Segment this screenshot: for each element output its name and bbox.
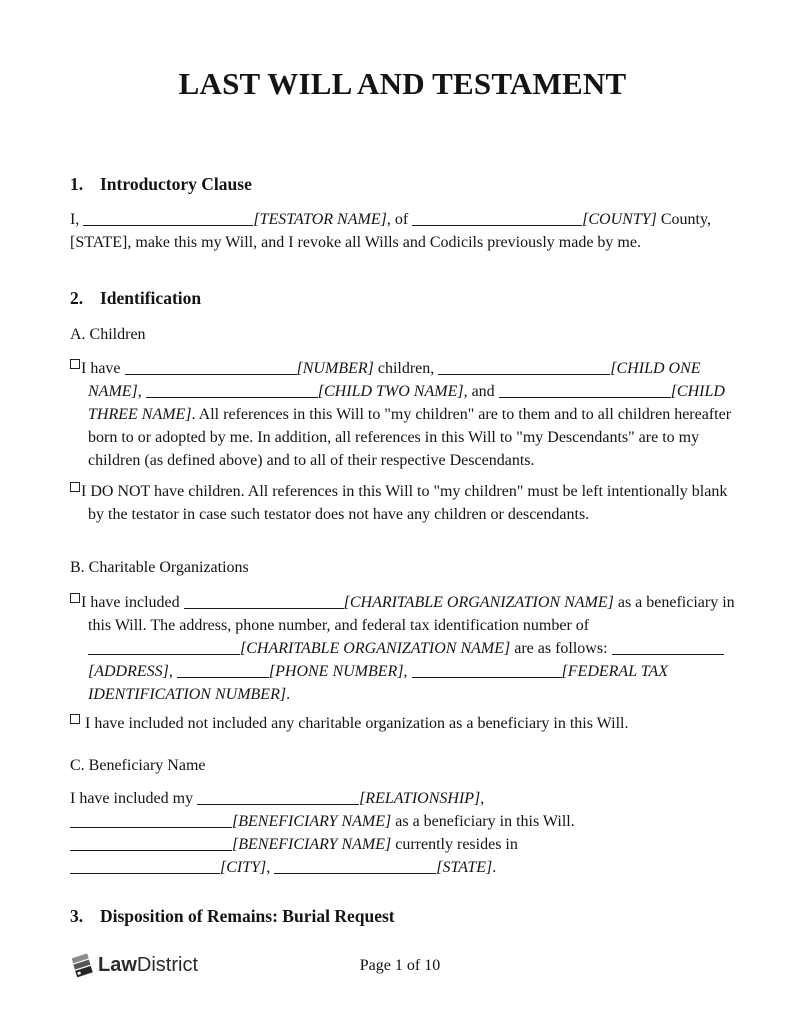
page-number-label: Page 1 of 10 [359, 957, 441, 974]
fill-in-blank-line [177, 665, 269, 678]
body-text: I, [70, 211, 84, 228]
checkbox-icon [70, 482, 80, 492]
fill-in-blank-line [125, 362, 297, 375]
heading-text: Identification [100, 288, 202, 308]
body-text: . All references in this Will to "my children" are to them and to all children hereafter born to or adopted by me. In addition, all references in this Will to "my Descendants" are to my children (as defined above) and to all of their respective Descendants. [88, 406, 732, 469]
fill-in-blank-line [412, 665, 562, 678]
body-text: , [137, 383, 146, 400]
placeholder-text: [BENEFICIARY NAME] [232, 836, 392, 853]
charitable-not-included-paragraph [70, 712, 735, 735]
placeholder-text: [FEDERAL TAX IDENTIFICATION NUMBER] [88, 663, 669, 703]
body-text: , of [386, 211, 413, 228]
body-text: are as follows: [510, 640, 612, 657]
placeholder-text: [CHILD THREE NAME] [88, 383, 725, 423]
body-text: as a beneficiary in this Will. The address, phone number, and federal tax identification number of [88, 594, 735, 634]
beneficiary-paragraph [70, 787, 735, 879]
body-text: I have included [81, 594, 184, 611]
body-text: , [266, 859, 275, 876]
logo-text-law: Law [98, 954, 137, 976]
placeholder-text: [STATE] [436, 859, 493, 876]
body-text: I have [81, 360, 125, 377]
fill-in-blank-line [612, 642, 724, 655]
placeholder-text: [RELATIONSHIP] [359, 790, 481, 807]
body-text: . [286, 686, 291, 703]
placeholder-text: [TESTATOR NAME] [253, 211, 387, 228]
placeholder-text: [PHONE NUMBER] [268, 663, 404, 680]
section-2-heading [70, 286, 735, 310]
intro-clause-paragraph [70, 208, 735, 254]
heading-text: Introductory Clause [100, 174, 252, 194]
logo-text-district: District [136, 954, 199, 976]
fill-in-blank-line [83, 213, 253, 226]
body-text: children, [373, 360, 439, 377]
subsection-b-label: B. Charitable Organizations [70, 559, 249, 576]
section-3-heading [70, 904, 735, 928]
heading-number: 1. [70, 174, 84, 194]
no-children-option-paragraph [70, 480, 735, 526]
placeholder-text: [ADDRESS] [88, 663, 169, 680]
document-title: LAST WILL AND TESTAMENT [178, 66, 627, 101]
fill-in-blank-line [412, 213, 582, 226]
body-text: currently resides in [391, 836, 518, 853]
body-text: . [492, 859, 497, 876]
page-footer [70, 950, 735, 984]
children-option-paragraph [70, 357, 735, 472]
body-text: , [480, 790, 485, 807]
heading-text: Disposition of Remains: Burial Request [100, 906, 395, 926]
placeholder-text: [COUNTY] [582, 211, 657, 228]
subsection-a-label: A. Children [70, 326, 146, 343]
body-text: , [168, 663, 177, 680]
fill-in-blank-line [88, 642, 240, 655]
checkbox-icon [70, 593, 80, 603]
placeholder-text: [CHARITABLE ORGANIZATION NAME] [343, 594, 614, 611]
fill-in-blank-line [70, 838, 232, 851]
heading-number: 2. [70, 288, 84, 308]
body-text: I DO NOT have children. All references in this Will to "my children" must be left intentionally blank by the testator in case such testator does not have any children or descendants. [81, 483, 728, 523]
fill-in-blank-line [184, 596, 344, 609]
placeholder-text: [BENEFICIARY NAME] [232, 813, 392, 830]
placeholder-text: [CHARITABLE ORGANIZATION NAME] [240, 640, 511, 657]
heading-number: 3. [70, 906, 84, 926]
body-text: County, [STATE], make this my Will, and I revoke all Wills and Codicils previously made by me. [70, 211, 711, 251]
placeholder-text: [NUMBER] [296, 360, 374, 377]
fill-in-blank-line [197, 792, 359, 805]
placeholder-text: [CHILD ONE NAME] [88, 360, 701, 400]
body-text: as a beneficiary in this Will. [391, 813, 575, 830]
body-text: , [403, 663, 412, 680]
fill-in-blank-line [499, 385, 671, 398]
document-body [70, 172, 735, 928]
fill-in-blank-line [70, 861, 220, 874]
fill-in-blank-line [146, 385, 318, 398]
section-1-heading [70, 172, 735, 196]
fill-in-blank-line [274, 861, 436, 874]
body-text: I have included not included any charitable organization as a beneficiary in this Will. [81, 715, 629, 732]
fill-in-blank-line [70, 815, 232, 828]
body-text: , and [463, 383, 499, 400]
checkbox-icon [70, 359, 80, 369]
body-text: I have included my [70, 790, 198, 807]
subsection-c-label: C. Beneficiary Name [70, 757, 206, 774]
checkbox-icon [70, 714, 80, 724]
charitable-included-paragraph [70, 591, 735, 706]
placeholder-text: [CITY] [220, 859, 267, 876]
fill-in-blank-line [438, 362, 610, 375]
placeholder-text: [CHILD TWO NAME] [317, 383, 464, 400]
